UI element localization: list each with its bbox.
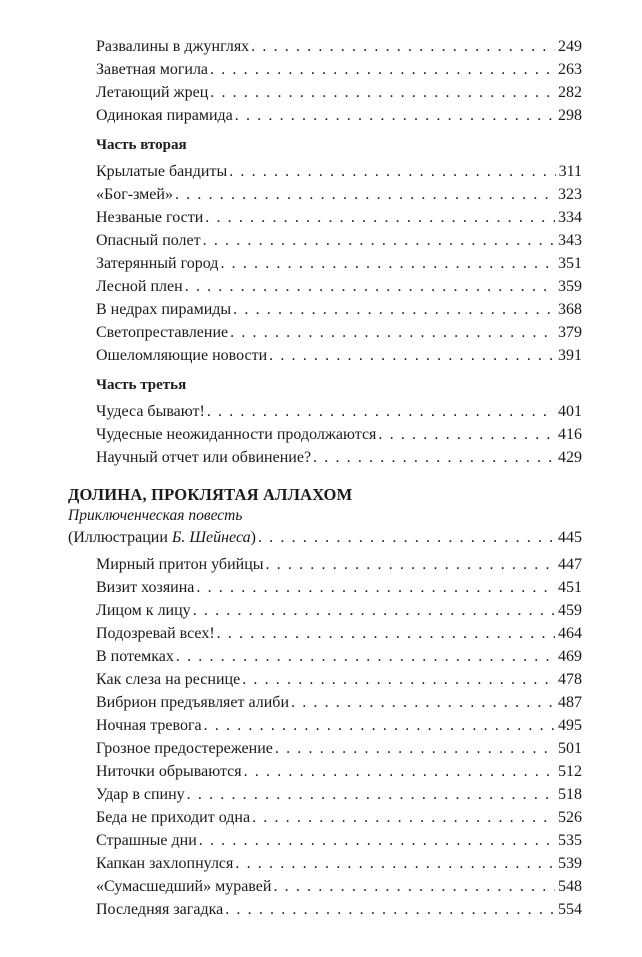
- toc-entry-title: Вибрион предъявляет алиби: [96, 694, 289, 711]
- toc-entry: [96, 424, 582, 446]
- toc-entry: [96, 82, 582, 104]
- toc-entry-title: В потемках: [96, 648, 174, 665]
- toc-entry-title: Беда не приходит одна: [96, 809, 251, 826]
- toc-entry: [96, 623, 582, 645]
- toc-entry: [96, 830, 582, 852]
- toc-entry: [96, 401, 582, 423]
- leader-dots: [252, 807, 555, 829]
- toc-entry: [96, 36, 582, 58]
- toc-entry-title: Капкан захлопнулся: [96, 855, 234, 872]
- toc-entry-title: Визит хозяина: [96, 579, 195, 596]
- leader-dots: [217, 623, 555, 645]
- toc-entry-title: Грозное предостережение: [96, 740, 273, 757]
- toc-entry-page: 263: [558, 61, 582, 78]
- part-heading: Часть третья: [96, 377, 187, 393]
- toc-entry-title: «Сумасшедший» муравей: [96, 878, 272, 895]
- leader-dots: [258, 527, 555, 549]
- leader-dots: [291, 692, 555, 714]
- toc-entry: [96, 105, 582, 127]
- leader-dots: [235, 853, 555, 875]
- leader-dots: [207, 401, 555, 423]
- leader-dots: [233, 299, 555, 321]
- leader-dots: [175, 184, 555, 206]
- leader-dots: [378, 424, 555, 446]
- leader-dots: [225, 899, 555, 921]
- toc-entry: [96, 554, 582, 576]
- illustrator-name: Б. Шейнеса: [171, 529, 251, 546]
- toc-entry-page: 249: [558, 38, 582, 55]
- toc-entry: [96, 322, 582, 344]
- toc-entry: [96, 646, 582, 668]
- toc-entry-title: Научный отчет или обвинение?: [96, 449, 312, 466]
- toc-entry-title: Мирный притон убийцы: [96, 556, 264, 573]
- toc-entry-page: 459: [558, 602, 582, 619]
- illustrations-suffix: ): [250, 529, 256, 546]
- toc-entry-page: 469: [558, 648, 582, 665]
- toc-entry: [96, 692, 582, 714]
- toc-entry: [96, 447, 582, 469]
- leader-dots: [203, 230, 555, 252]
- toc-entry-page: 416: [558, 426, 582, 443]
- toc-entry: [96, 230, 582, 252]
- toc-entry-page: 343: [558, 232, 582, 249]
- leader-dots: [235, 105, 555, 127]
- toc-entry-title: Незваные гости: [96, 209, 204, 226]
- toc-entry-page: 379: [558, 324, 582, 341]
- leader-dots: [196, 577, 555, 599]
- toc-entry-page: 447: [558, 556, 582, 573]
- leader-dots: [176, 646, 555, 668]
- book-subtitle: Приключенческая повесть: [68, 507, 243, 524]
- toc-entry-title: Ниточки обрываются: [96, 763, 242, 780]
- leader-dots: [251, 36, 555, 58]
- toc-entry: [96, 577, 582, 599]
- toc-entry: [96, 669, 582, 691]
- toc-entry-title: [68, 527, 258, 549]
- toc-entry: [96, 207, 582, 229]
- toc-entry-title: Ошеломляющие новости: [96, 347, 268, 364]
- toc-entry: [96, 899, 582, 921]
- toc-entry-page: 298: [558, 107, 582, 124]
- leader-dots: [269, 345, 555, 367]
- toc-entry: [96, 299, 582, 321]
- toc-entry: [96, 276, 582, 298]
- leader-dots: [266, 554, 556, 576]
- toc-entry: [96, 184, 582, 206]
- toc-entry: [96, 876, 582, 898]
- toc-entry-title: Как слеза на реснице: [96, 671, 241, 688]
- leader-dots: [185, 276, 555, 298]
- toc-entry-page: 539: [558, 855, 582, 872]
- toc-entry-page: 501: [558, 740, 582, 757]
- toc-entry-title: Развалины в джунглях: [96, 38, 250, 55]
- toc-entry-title: «Бог-змей»: [96, 186, 173, 203]
- toc-entry-title: Чудесные неожиданности продолжаются: [96, 426, 377, 443]
- toc-entry: [96, 761, 582, 783]
- toc-entry-page: 526: [558, 809, 582, 826]
- toc-entry-page: 548: [558, 878, 582, 895]
- leader-dots: [275, 738, 555, 760]
- toc-entry-title: Заветная могила: [96, 61, 209, 78]
- toc-entry-page: 495: [558, 717, 582, 734]
- part-heading: Часть вторая: [96, 137, 187, 153]
- leader-dots: [230, 322, 555, 344]
- toc-entry-page: 464: [558, 625, 582, 642]
- toc-entry-page: 282: [558, 84, 582, 101]
- toc-entry-page: 311: [558, 163, 582, 180]
- toc-entry: [96, 784, 582, 806]
- leader-dots: [273, 876, 555, 898]
- toc-entry-title: Лицом к лицу: [96, 602, 191, 619]
- leader-dots: [220, 253, 555, 275]
- toc-entry-illustrations: [68, 527, 582, 549]
- toc-entry-title: Лесной плен: [96, 278, 183, 295]
- toc-entry-page: 487: [558, 694, 582, 711]
- leader-dots: [205, 207, 555, 229]
- leader-dots: [193, 600, 555, 622]
- leader-dots: [187, 784, 555, 806]
- toc-entry-title: Подозревай всех!: [96, 625, 215, 642]
- leader-dots: [313, 447, 555, 469]
- toc-entry: [96, 345, 582, 367]
- toc-entry-title: Светопреставление: [96, 324, 229, 341]
- leader-dots: [199, 830, 555, 852]
- illustrations-prefix: (Иллюстрации: [68, 529, 172, 546]
- leader-dots: [244, 761, 555, 783]
- leader-dots: [210, 59, 555, 81]
- toc-entry-page: 518: [558, 786, 582, 803]
- toc-entry-title: Страшные дни: [96, 832, 197, 849]
- toc-entry-page: 445: [558, 529, 582, 546]
- toc-entry-title: Чудеса бывают!: [96, 403, 205, 420]
- toc-entry-page: 451: [558, 579, 582, 596]
- toc-entry-page: 359: [558, 278, 582, 295]
- toc-entry-title: Затерянный город: [96, 255, 219, 272]
- toc-entry-title: Удар в спину: [96, 786, 185, 803]
- toc-entry: [96, 161, 582, 183]
- toc-entry-page: 535: [558, 832, 582, 849]
- toc-entry-title: Летающий жрец: [96, 84, 209, 101]
- leader-dots: [229, 161, 555, 183]
- book-title: ДОЛИНА, ПРОКЛЯТАЯ АЛЛАХОМ: [68, 485, 353, 504]
- toc-entry: [96, 253, 582, 275]
- toc-entry-page: 351: [558, 255, 582, 272]
- leader-dots: [210, 82, 555, 104]
- toc-entry-title: Ночная тревога: [96, 717, 202, 734]
- toc-entry-page: 323: [558, 186, 582, 203]
- toc-entry-page: 368: [558, 301, 582, 318]
- leader-dots: [204, 715, 555, 737]
- toc-entry-title: В недрах пирамиды: [96, 301, 232, 318]
- toc-entry-page: 429: [558, 449, 582, 466]
- toc-entry-title: Опасный полет: [96, 232, 201, 249]
- toc-entry: [96, 715, 582, 737]
- leader-dots: [242, 669, 555, 691]
- toc-entry-page: 334: [558, 209, 582, 226]
- toc-entry-page: 401: [558, 403, 582, 420]
- toc-entry-page: 478: [558, 671, 582, 688]
- toc-entry-page: 391: [558, 347, 582, 364]
- toc-entry: [96, 600, 582, 622]
- toc-entry-page: 512: [558, 763, 582, 780]
- toc-entry: [96, 807, 582, 829]
- toc-entry: [96, 738, 582, 760]
- toc-entry-page: 554: [558, 901, 582, 918]
- toc-entry: [96, 59, 582, 81]
- toc-entry-title: Последняя загадка: [96, 901, 224, 918]
- toc-entry: [96, 853, 582, 875]
- toc-entry-title: Крылатые бандиты: [96, 163, 228, 180]
- toc-entry-title: Одинокая пирамида: [96, 107, 233, 124]
